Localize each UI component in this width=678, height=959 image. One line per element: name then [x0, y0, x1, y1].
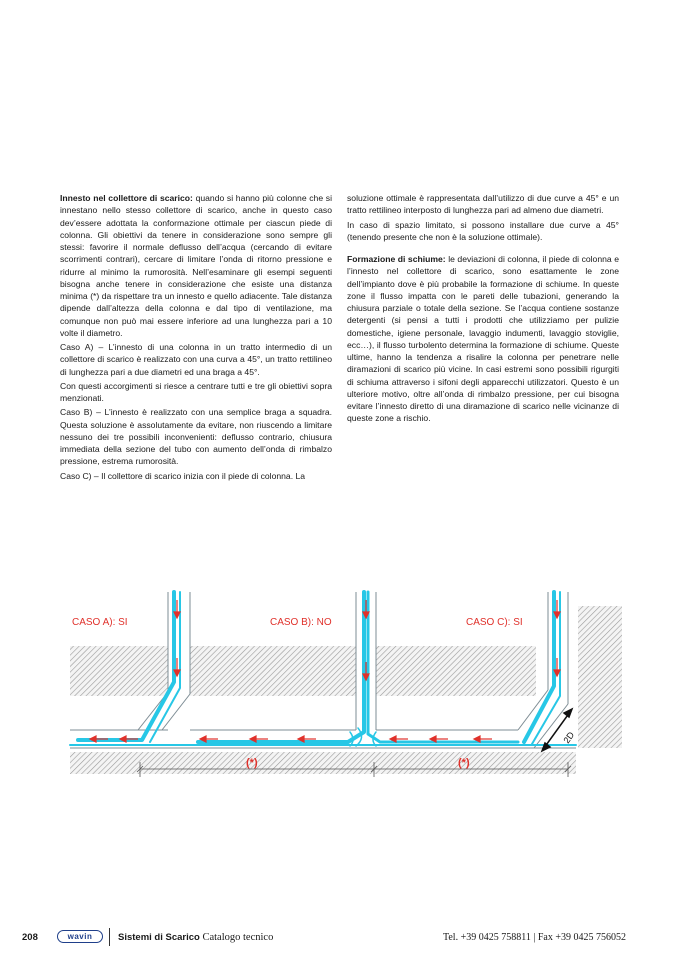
wavin-logo: wavin — [57, 930, 103, 943]
paragraph-spazio-limitato: In caso di spazio limitato, si possono installare due curve a 45° (tenendo presente che non è la soluzione ottimale). — [347, 219, 619, 242]
wall-upper-left — [70, 646, 168, 696]
label-caso-a: CASO A): SI — [72, 617, 128, 628]
contact-info: Tel. +39 0425 758811 | Fax +39 0425 756052 — [442, 932, 626, 943]
dimension-label-bc: (*) — [458, 757, 470, 769]
wall-upper-middle — [190, 646, 356, 696]
paragraph-caso-c: Caso C) – Il collettore di scarico inizia con il piede di colonna. La — [60, 470, 306, 481]
label-caso-b: CASO B): NO — [270, 617, 332, 628]
floor-slab — [70, 752, 576, 774]
footer-divider — [109, 928, 110, 946]
dimension-label-ab: (*) — [246, 757, 258, 769]
catalog-title — [118, 932, 273, 943]
label-caso-c: CASO C): SI — [466, 617, 523, 628]
paragraph-title: Innesto nel collettore di scarico: — [60, 193, 193, 203]
paragraph-title: Formazione di schiume: — [347, 254, 446, 264]
paragraph-innesto — [60, 192, 332, 339]
wall-right — [578, 606, 622, 748]
page-number: 208 — [22, 932, 38, 943]
wall-upper-right — [376, 646, 536, 696]
paragraph-body: le deviazioni di colonna, il piede di colonna e l’innesto nel collettore di scarico, sono esattamente le zone dell’impianto dove è più probabile la formazione di schiume. In queste zone il flusso impatta con le pareti delle tubazioni, generando la chiusura parziale o totale della sezione. Se l’acqua contiene sostanze detergenti (si pensi a tutti i prodotti che utilizziamo per pulizie domestiche, igiene personale, lavaggio indumenti, lavaggio stoviglie, ecc…), il flusso turbolento determina la formazione di schiume. Queste ultime, hanno la tendenza a risalire la colonna per penetrare nelle diramazioni di scarico più vicine. In casi estremi sono possibili rigurgiti di schiuma attraverso i sifoni degli apparecchi utilizzatori. Questo è un ulteriore motivo, oltre all’onda di rimbalzo pressione, per cui bisogna evitare l’innesto diretto di una diramazione di scarico nelle vicinanze di queste zone a rischio. — [347, 254, 619, 424]
drainage-diagram — [58, 582, 628, 782]
catalog-title-rest: Catalogo tecnico — [199, 932, 274, 943]
paragraph-schiume — [347, 253, 619, 425]
text-column-left — [60, 192, 332, 484]
paragraph-obiettivi: Con questi accorgimenti si riesce a centrare tutti e tre gli obiettivi sopra menzionati. — [60, 380, 332, 403]
dimension-2d-label: 2D — [561, 729, 577, 746]
paragraph-caso-a: Caso A) – L’innesto di una colonna in un tratto intermedio di un collettore di scarico è realizzato con una curva a 45°, un tratto rettilineo di lunghezza pari a due diametri ed una braga a 45°. — [60, 342, 332, 377]
catalog-title-bold: Sistemi di Scarico — [118, 932, 200, 943]
text-column-right — [347, 192, 619, 427]
paragraph-caso-b: Caso B) – L’innesto è realizzato con una semplice braga a squadra. Questa soluzione è assolutamente da evitare, non riuscendo a limitare nessuno dei tre possibili inconvenienti: deflusso contrario, chiusura immediata della sezione del tubo con aumento dell’onda di rimbalzo pressione, estrema rumorosità. — [60, 407, 332, 467]
paragraph-body: quando si hanno più colonne che si innestano nello stesso collettore di scarico, anche in questo caso dev’essere adottata la conformazione ottimale per ciascun piede di colonna. Gli obiettivi da tenere in considerazione sono sempre gli stessi: favorire il normale deflusso dell’acqua (cercando di evitare scorrimenti contrari), cercare di limitare l’onda di ritorno pressione e ridurre al minimo la rumorosità. Nell’esaminare gli esempi seguenti bisogna anche tenere in considerazione che esiste una distanza minima (*) da rispettare tra un innesto e quello adiacente. Tale distanza dipende dall’altezza della colonna e dal tipo di ventilazione, ma comunque non può mai essere inferiore ad una lunghezza pari a 10 volte il diametro. — [60, 193, 332, 338]
paragraph-soluzione: soluzione ottimale è rappresentata dall’utilizzo di due curve a 45° e un tratto rettilineo interposto di lunghezza pari ad almeno due diametri. — [347, 193, 619, 216]
page-footer — [0, 928, 678, 948]
